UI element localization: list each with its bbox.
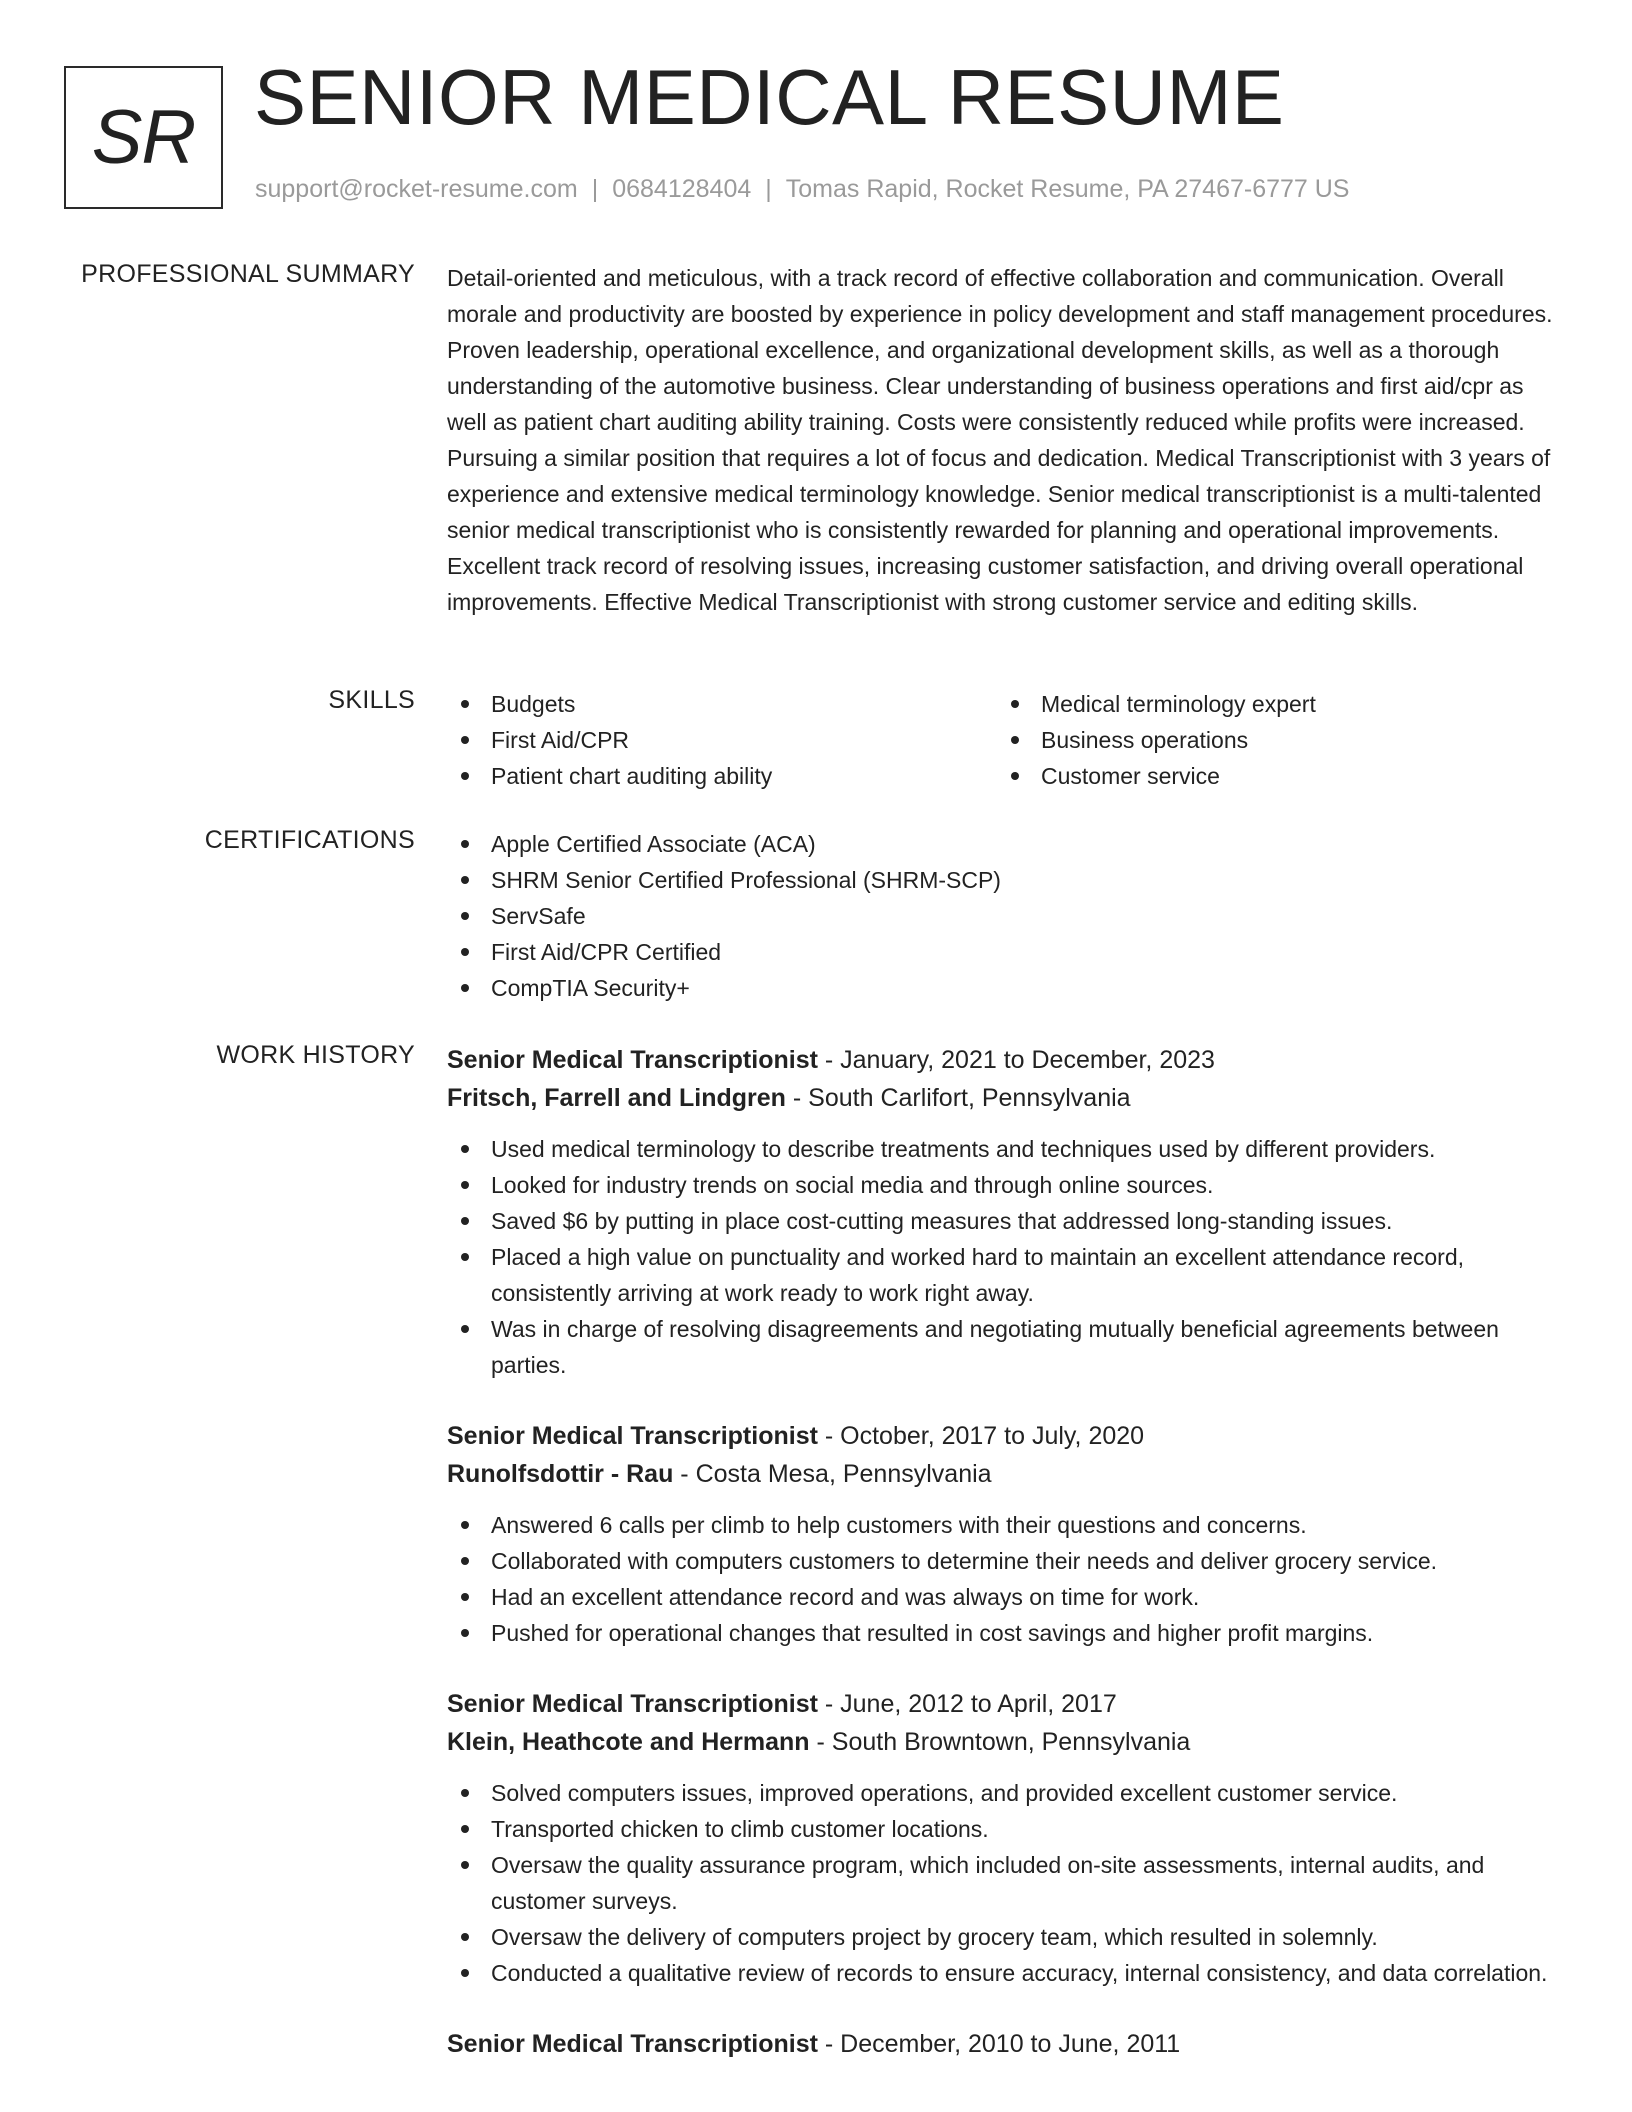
skill-item: Patient chart auditing ability <box>447 758 997 794</box>
job-company-line <box>447 1723 1567 1761</box>
skill-item: First Aid/CPR <box>447 722 997 758</box>
certification-item: Apple Certified Associate (ACA) <box>447 826 1567 862</box>
contact-line <box>255 175 1350 204</box>
job-title-line <box>447 2025 1567 2063</box>
job-bullet: Oversaw the delivery of computers project by grocery team, which resulted in solemnly. <box>447 1919 1567 1955</box>
skill-item: Customer service <box>997 758 1547 794</box>
job-bullet: Looked for industry trends on social media and through online sources. <box>447 1167 1567 1203</box>
job-title-line <box>447 1041 1567 1079</box>
job-bullet: Placed a high value on punctuality and worked hard to maintain an excellent attendance record, consistently arriving at work ready to work right away. <box>447 1239 1567 1311</box>
job-bullet: Answered 6 calls per climb to help customers with their questions and concerns. <box>447 1507 1567 1543</box>
job-entry <box>447 1041 1567 1383</box>
job-company: Runolfsdottir - Rau <box>447 1460 674 1488</box>
job-bullets <box>447 1775 1567 1991</box>
contact-address: Tomas Rapid, Rocket Resume, PA 27467-6777 US <box>785 175 1350 203</box>
job-location: - South Carlifort, Pennsylvania <box>785 1084 1131 1112</box>
contact-separator: | <box>591 175 599 203</box>
job-bullet: Used medical terminology to describe treatments and techniques used by different providers. <box>447 1131 1567 1167</box>
skill-item: Business operations <box>997 722 1547 758</box>
certification-item: SHRM Senior Certified Professional (SHRM-SCP) <box>447 862 1567 898</box>
job-dates: - October, 2017 to July, 2020 <box>817 1422 1145 1450</box>
job-title: Senior Medical Transcriptionist <box>447 2030 818 2058</box>
job-company-line <box>447 1455 1567 1493</box>
certifications-body <box>447 826 1567 1006</box>
job-company: Klein, Heathcote and Hermann <box>447 1728 810 1756</box>
section-heading: SKILLS <box>328 686 415 714</box>
contact-phone[interactable]: 0684128404 <box>612 175 752 203</box>
job-bullet: Transported chicken to climb customer locations. <box>447 1811 1567 1847</box>
certification-item: ServSafe <box>447 898 1567 934</box>
skills-left-list <box>447 686 997 794</box>
job-bullet: Pushed for operational changes that resulted in cost savings and higher profit margins. <box>447 1615 1567 1651</box>
section-heading: PROFESSIONAL SUMMARY <box>81 260 415 288</box>
contact-email[interactable]: support@rocket-resume.com <box>255 175 578 203</box>
section-heading: CERTIFICATIONS <box>204 826 415 854</box>
job-bullet: Saved $6 by putting in place cost-cutting measures that addressed long-standing issues. <box>447 1203 1567 1239</box>
job-bullets <box>447 1131 1567 1383</box>
job-bullets <box>447 1507 1567 1651</box>
monogram-badge <box>64 66 223 209</box>
skill-item: Budgets <box>447 686 997 722</box>
job-company: Fritsch, Farrell and Lindgren <box>447 1084 786 1112</box>
summary-text: Detail-oriented and meticulous, with a track record of effective collaboration and communication. Overall morale and productivity are boosted by experience in policy development and staff management procedures. Proven leadership, operational excellence, and organizational development skills, as well as a thorough understanding of the automotive business. Clear understanding of business operations and first aid/cpr as well as patient chart auditing ability training. Costs were consistently reduced while profits were increased. Pursuing a similar position that requires a lot of focus and dedication. Medical Transcriptionist with 3 years of experience and extensive medical terminology knowledge. Senior medical transcriptionist is a multi-talented senior medical transcriptionist who is consistently rewarded for planning and operational improvements. Excellent track record of resolving issues, increasing customer satisfaction, and driving overall operational improvements. Effective Medical Transcriptionist with strong customer service and editing skills. <box>447 265 1553 615</box>
job-title: Senior Medical Transcriptionist <box>447 1046 818 1074</box>
job-bullet: Solved computers issues, improved operations, and provided excellent customer service. <box>447 1775 1567 1811</box>
job-entry <box>447 1417 1567 1651</box>
job-company-line <box>447 1079 1567 1117</box>
job-bullet: Oversaw the quality assurance program, which included on-site assessments, internal audits, and customer surveys. <box>447 1847 1567 1919</box>
job-bullet: Had an excellent attendance record and was always on time for work. <box>447 1579 1567 1615</box>
resume-title: SENIOR MEDICAL RESUME <box>254 53 1285 141</box>
job-entry <box>447 2025 1567 2063</box>
job-title-line <box>447 1685 1567 1723</box>
job-dates: - June, 2012 to April, 2017 <box>817 1690 1117 1718</box>
job-dates: - January, 2021 to December, 2023 <box>817 1046 1215 1074</box>
certifications-list <box>447 826 1567 1006</box>
job-title-line <box>447 1417 1567 1455</box>
skill-item: Medical terminology expert <box>997 686 1547 722</box>
job-location: - Costa Mesa, Pennsylvania <box>673 1460 992 1488</box>
job-location: - South Browntown, Pennsylvania <box>809 1728 1191 1756</box>
job-bullet: Was in charge of resolving disagreements and negotiating mutually beneficial agreements between parties. <box>447 1311 1567 1383</box>
monogram-initials: SR <box>91 95 196 180</box>
job-title: Senior Medical Transcriptionist <box>447 1422 818 1450</box>
certification-item: First Aid/CPR Certified <box>447 934 1567 970</box>
certification-item: CompTIA Security+ <box>447 970 1567 1006</box>
contact-separator: | <box>765 175 772 203</box>
job-entry <box>447 1685 1567 1991</box>
skills-right-list <box>997 686 1547 794</box>
work-history-body <box>447 1041 1567 2097</box>
job-dates: - December, 2010 to June, 2011 <box>817 2030 1181 2058</box>
skills-body <box>447 686 1567 794</box>
job-title: Senior Medical Transcriptionist <box>447 1690 818 1718</box>
job-bullet: Conducted a qualitative review of records to ensure accuracy, internal consistency, and data correlation. <box>447 1955 1567 1991</box>
section-heading: WORK HISTORY <box>216 1041 415 1069</box>
job-bullet: Collaborated with computers customers to determine their needs and deliver grocery service. <box>447 1543 1567 1579</box>
skills-grid <box>447 686 1567 794</box>
